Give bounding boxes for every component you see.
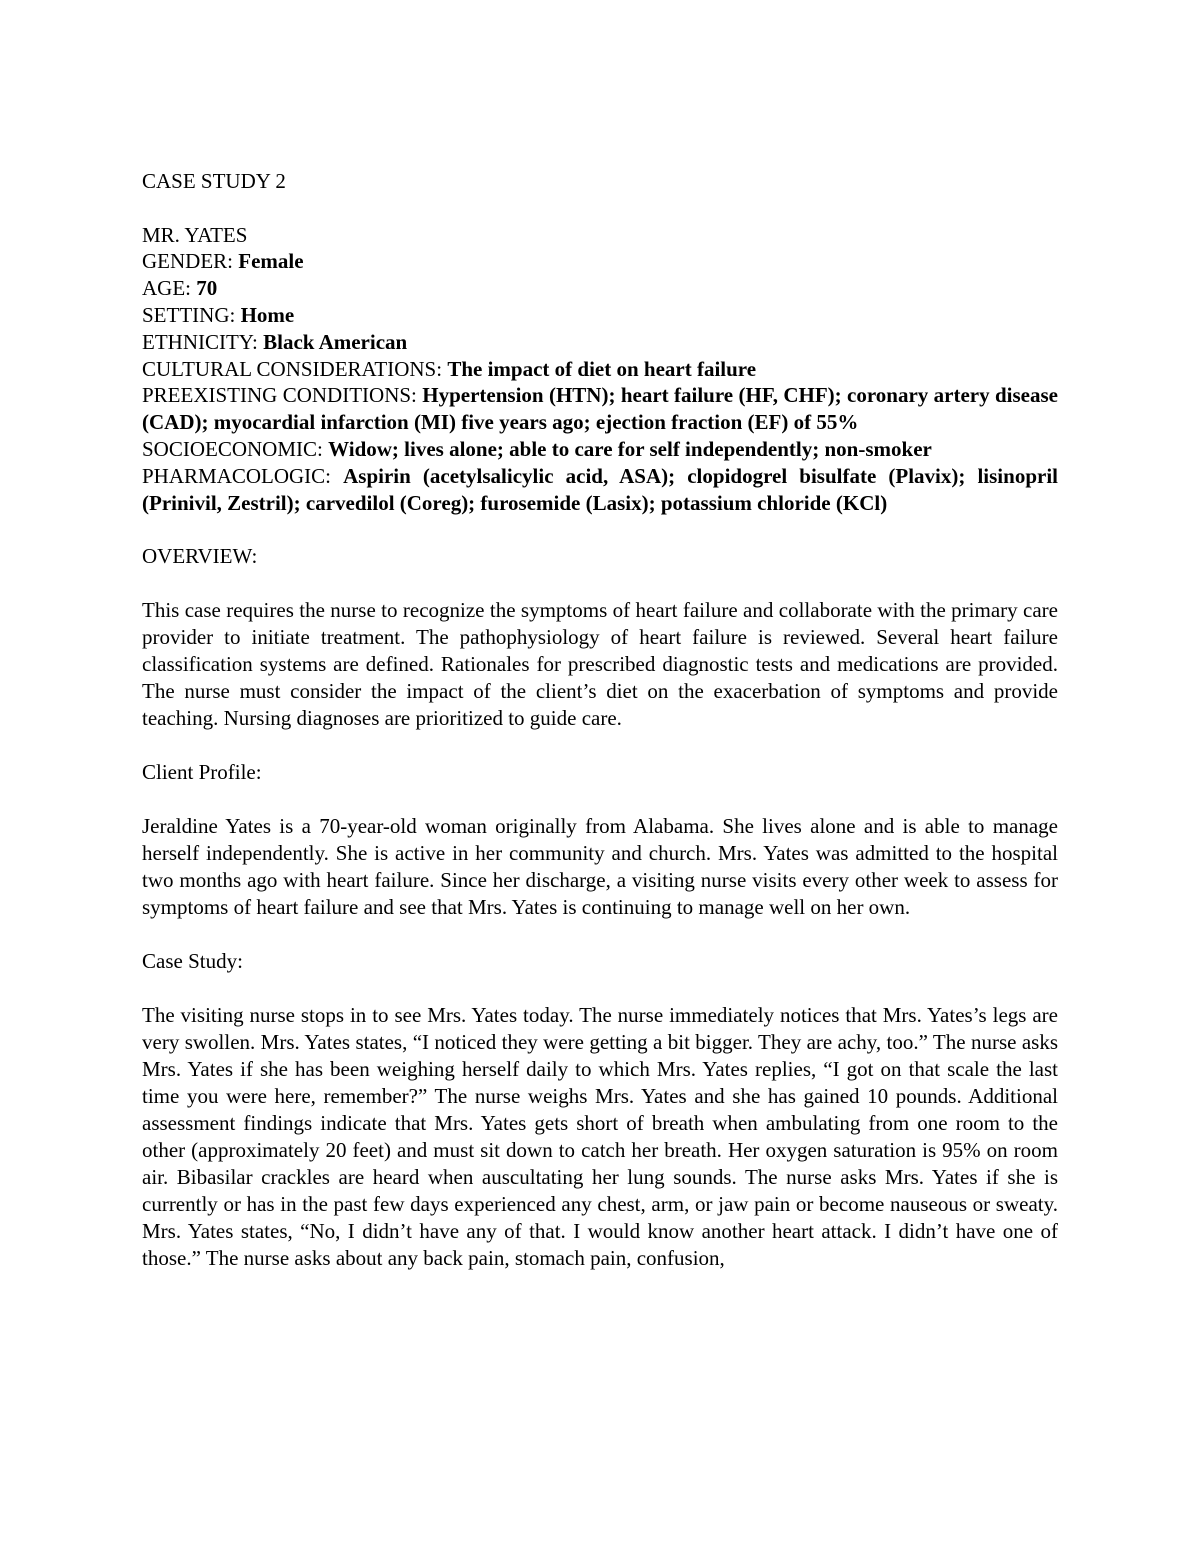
field-label: PHARMACOLOGIC:	[142, 463, 344, 488]
field-label: SETTING:	[142, 302, 241, 327]
spacer	[142, 786, 1058, 813]
spacer	[142, 570, 1058, 597]
field-label: PREEXISTING CONDITIONS:	[142, 383, 423, 408]
field-gender	[142, 248, 1058, 275]
field-label: ETHNICITY:	[142, 329, 264, 354]
field-value: Widow; lives alone; able to care for self independently; non-smoker	[328, 436, 932, 461]
client-profile-heading: Client Profile:	[142, 760, 262, 785]
field-value: 70	[196, 276, 218, 301]
field-label: GENDER:	[142, 249, 239, 274]
client-name: MR. YATES	[142, 222, 248, 247]
client-profile-paragraph: Jeraldine Yates is a 70-year-old woman originally from Alabama. She lives alone and is able to manage herself independently. She is active in her community and church. Mrs. Yates was admitted to the hospital two months ago with heart failure. Since her discharge, a visiting nurse visits every other week to assess for symptoms of heart failure and see that Mrs. Yates is continuing to manage well on her own.	[142, 814, 1058, 920]
field-preexisting-conditions	[142, 382, 1058, 436]
field-value: Female	[238, 249, 304, 274]
spacer	[142, 516, 1058, 543]
case-study-paragraph: The visiting nurse stops in to see Mrs. Yates today. The nurse immediately notices that Mrs. Yates’s legs are very swollen. Mrs. Yates states, “I noticed they were getting a bit bigger. They are achy, too.” The nurse asks Mrs. Yates if she has been weighing herself daily to which Mrs. Yates replies, “I got on that scale the last time you were here, remember?” The nurse weighs Mrs. Yates and she has gained 10 pounds. Additional assessment findings indicate that Mrs. Yates gets short of breath when ambulating from one room to the other (approximately 20 feet) and must sit down to catch her breath. Her oxygen saturation is 95% on room air. Bibasilar crackles are heard when auscultating her lung sounds. The nurse asks Mrs. Yates if she is currently or has in the past few days experienced any chest, arm, or jaw pain or become nauseous or sweaty. Mrs. Yates states, “No, I didn’t have any of that. I would know another heart attack. I didn’t have one of those.” The nurse asks about any back pain, stomach pain, confusion,	[142, 1003, 1058, 1271]
spacer	[142, 975, 1058, 1002]
field-value: Home	[240, 302, 295, 327]
spacer	[142, 921, 1058, 948]
case-header	[142, 168, 1058, 516]
spacer	[142, 732, 1058, 759]
field-value: Aspirin (acetylsalicylic acid, ASA); clopidogrel bisulfate (Plavix); lisinopril (Prinivil, Zestril); carvedilol (Coreg); furosemide (Lasix); potassium chloride (KCl)	[142, 463, 1058, 515]
field-value: Hypertension (HTN); heart failure (HF, CHF); coronary artery disease (CAD); myocardial infarction (MI) five years ago; ejection fraction (EF) of 55%	[142, 383, 1058, 435]
field-cultural-considerations	[142, 356, 1058, 383]
field-label: SOCIOECONOMIC:	[142, 436, 329, 461]
field-value: Black American	[263, 329, 408, 354]
overview-paragraph: This case requires the nurse to recognize the symptoms of heart failure and collaborate with the primary care provider to initiate treatment. The pathophysiology of heart failure is reviewed. Several heart failure classification systems are defined. Rationales for prescribed diagnostic tests and medications are provided. The nurse must consider the impact of the client’s diet on the exacerbation of symptoms and provide teaching. Nursing diagnoses are prioritized to guide care.	[142, 598, 1058, 731]
overview-heading: OVERVIEW:	[142, 544, 258, 569]
field-label: CULTURAL CONSIDERATIONS:	[142, 356, 448, 381]
field-ethnicity	[142, 329, 1058, 356]
field-value: The impact of diet on heart failure	[447, 356, 757, 381]
case-study-heading: Case Study:	[142, 949, 243, 974]
document-page	[142, 168, 1058, 1272]
field-socioeconomic	[142, 436, 1058, 463]
document-title: CASE STUDY 2	[142, 169, 286, 193]
field-age	[142, 275, 1058, 302]
field-setting	[142, 302, 1058, 329]
field-pharmacologic	[142, 463, 1058, 517]
field-label: AGE:	[142, 276, 197, 301]
